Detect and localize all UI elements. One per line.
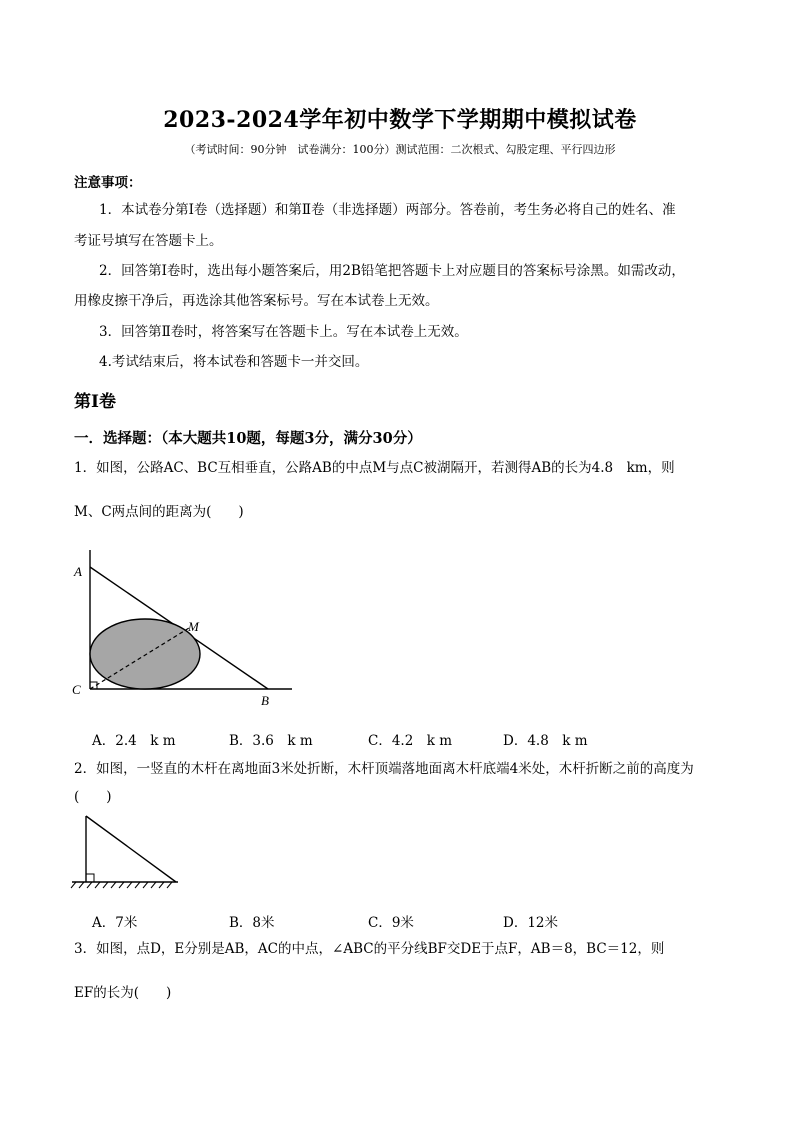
question-2-text-cont: ( ) xyxy=(74,789,112,805)
notice-item-2-cont: 用橡皮擦干净后，再选涂其他答案标号。写在本试卷上无效。 xyxy=(74,293,439,309)
question-2-option-c: C．9米 xyxy=(368,915,414,931)
notice-item-3: 3．回答第Ⅱ卷时，将答案写在答题卡上。写在本试卷上无效。 xyxy=(99,324,468,340)
label-a: A xyxy=(74,564,82,579)
label-m: M xyxy=(188,619,199,634)
part-1-title: 第Ⅰ卷 xyxy=(74,392,116,412)
notice-item-1: 1．本试卷分第Ⅰ卷（选择题）和第Ⅱ卷（非选择题）两部分。答卷前，考生务必将自己的姓名、准 xyxy=(99,202,676,218)
label-b: B xyxy=(261,693,269,708)
question-2-figure xyxy=(70,812,185,892)
question-1-figure xyxy=(60,545,310,710)
question-1-text: 1．如图，公路AC、BC互相垂直，公路AB的中点M与点C被湖隔开，若测得AB的长为4.8 km，则 xyxy=(74,460,675,476)
notice-item-2: 2．回答第Ⅰ卷时，选出每小题答案后，用2B铅笔把答题卡上对应题目的答案标号涂黑。如需改动， xyxy=(99,263,685,279)
question-3-text: 3．如图，点D，E分别是AB，AC的中点，∠ABC的平分线BF交DE于点F，AB＝8，BC＝12，则 xyxy=(74,941,665,957)
exam-subtitle: （考试时间：90分钟 试卷满分：100分）测试范围：二次根式、勾股定理、平行四边形 xyxy=(184,143,616,156)
question-2-option-b: B．8米 xyxy=(229,915,275,931)
section-1-title: 一．选择题：（本大题共10题，每题3分，满分30分） xyxy=(74,430,422,447)
question-1-option-d: D．4.8 k m xyxy=(503,733,588,749)
question-1-option-c: C．4.2 k m xyxy=(368,733,453,749)
question-2-option-d: D．12米 xyxy=(503,915,559,931)
exam-title: 2023-2024学年初中数学下学期期中模拟试卷 xyxy=(163,107,637,133)
question-1-option-b: B．3.6 k m xyxy=(229,733,313,749)
right-angle-mark xyxy=(86,874,94,882)
notice-heading: 注意事项： xyxy=(74,175,142,191)
question-3-text-cont: EF的长为( ) xyxy=(74,985,172,1001)
question-1-option-a: A．2.4 k m xyxy=(92,733,176,749)
question-2-option-a: A．7米 xyxy=(92,915,138,931)
label-c: C xyxy=(72,682,81,697)
notice-item-1-cont: 考证号填写在答题卡上。 xyxy=(74,233,223,249)
question-1-text-cont: M、C两点间的距离为( ) xyxy=(74,504,244,520)
lake-ellipse xyxy=(90,619,200,689)
question-2-text: 2．如图，一竖直的木杆在离地面3米处折断，木杆顶端落地面离木杆底端4米处，木杆折断之前的高度为 xyxy=(74,761,694,777)
ground-hatching xyxy=(71,882,172,888)
broken-pole-line xyxy=(86,816,176,882)
notice-item-4: 4.考试结束后，将本试卷和答题卡一并交回。 xyxy=(99,354,369,370)
